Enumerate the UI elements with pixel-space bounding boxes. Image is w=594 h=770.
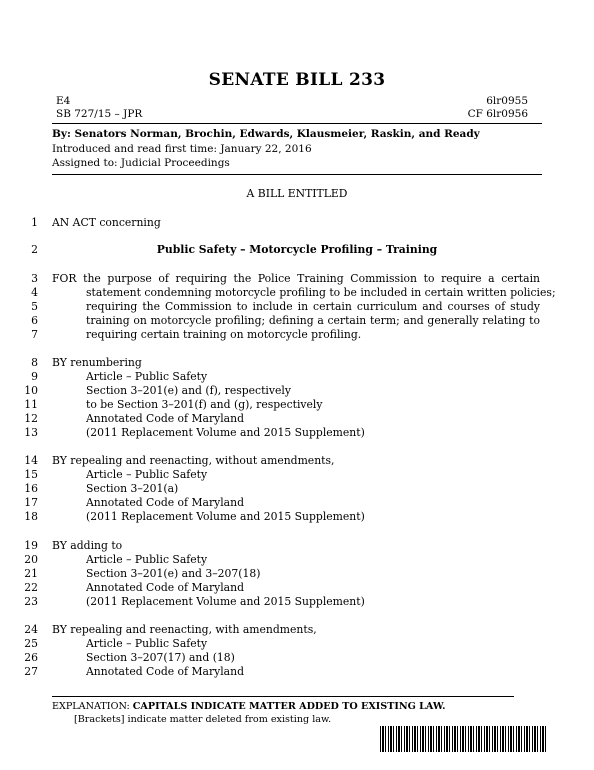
assigned-line: Assigned to: Judicial Proceedings [52, 157, 230, 169]
line-number: 21 [24, 567, 38, 580]
lr-number: 6lr0955 [486, 95, 528, 107]
line-number: 19 [24, 539, 38, 552]
committee-code: E4 [56, 95, 71, 107]
footer-rule [52, 696, 514, 697]
introduced-line: Introduced and read first time: January 22, 2016 [52, 143, 312, 155]
line-text: Annotated Code of Maryland [86, 581, 244, 594]
line-number: 9 [31, 370, 38, 383]
line-text: Annotated Code of Maryland [86, 665, 244, 678]
line-number: 20 [24, 553, 38, 566]
line-text: Annotated Code of Maryland [86, 412, 244, 425]
prior-bill-code: SB 727/15 – JPR [56, 108, 143, 120]
line-text: BY adding to [52, 539, 123, 552]
explanation-line [52, 701, 445, 712]
bill-title: SENATE BILL 233 [208, 70, 386, 90]
line-number: 1 [31, 216, 38, 229]
line-text: Article – Public Safety [86, 637, 208, 650]
line-text: training on motorcycle profiling; defining a certain term; and generally relating to [86, 314, 540, 327]
line-number: 5 [31, 300, 38, 313]
line-number: 14 [24, 454, 38, 467]
line-number: 6 [31, 314, 38, 327]
header-rule-bottom [52, 174, 542, 175]
line-number: 17 [24, 496, 38, 509]
line-text: Article – Public Safety [86, 468, 208, 481]
explanation-brackets: [Brackets] indicate matter deleted from existing law. [74, 714, 332, 725]
barcode [380, 726, 548, 752]
line-text: BY repealing and reenacting, without amendments, [52, 454, 335, 467]
line-text: Section 3–201(a) [86, 482, 179, 495]
line-number: 13 [24, 426, 38, 439]
line-number: 18 [24, 510, 38, 523]
cross-file-number: CF 6lr0956 [467, 108, 528, 120]
explanation-capitals: CAPITALS INDICATE MATTER ADDED TO EXISTING LAW. [132, 701, 446, 712]
line-text: FOR the purpose of requiring the Police Training Commission to require a certain [52, 272, 540, 285]
line-number: 15 [24, 468, 38, 481]
line-number: 25 [24, 637, 38, 650]
line-text: AN ACT concerning [52, 216, 161, 229]
line-text: to be Section 3–201(f) and (g), respectively [86, 398, 323, 411]
line-text: Article – Public Safety [86, 370, 208, 383]
line-text: (2011 Replacement Volume and 2015 Supplement) [86, 426, 365, 439]
line-number: 2 [31, 243, 38, 256]
line-text: statement condemning motorcycle profiling to be included in certain written policies; [86, 286, 556, 299]
line-text: requiring the Commission to include in certain curriculum and courses of study [86, 300, 540, 313]
line-text: BY repealing and reenacting, with amendments, [52, 623, 317, 636]
line-text: Annotated Code of Maryland [86, 496, 244, 509]
line-number: 4 [31, 286, 38, 299]
line-number: 23 [24, 595, 38, 608]
line-text: Article – Public Safety [86, 553, 208, 566]
line-text: (2011 Replacement Volume and 2015 Supplement) [86, 510, 365, 523]
line-text: Section 3–201(e) and (f), respectively [86, 384, 291, 397]
sponsors-line: By: Senators Norman, Brochin, Edwards, Klausmeier, Raskin, and Ready [52, 128, 480, 140]
header-rule-top [52, 123, 542, 124]
line-text: (2011 Replacement Volume and 2015 Supplement) [86, 595, 365, 608]
line-number: 26 [24, 651, 38, 664]
line-number: 22 [24, 581, 38, 594]
line-text: Section 3–207(17) and (18) [86, 651, 235, 664]
line-number: 11 [24, 398, 38, 411]
line-number: 27 [24, 665, 38, 678]
line-text: BY renumbering [52, 356, 142, 369]
line-number: 12 [24, 412, 38, 425]
line-text: Section 3–201(e) and 3–207(18) [86, 567, 261, 580]
explanation-label: EXPLANATION: [52, 701, 133, 712]
line-number: 3 [31, 272, 38, 285]
bill-subject-title: Public Safety – Motorcycle Profiling – Training [156, 243, 438, 256]
line-text: requiring certain training on motorcycle profiling. [86, 328, 362, 341]
line-number: 24 [24, 623, 38, 636]
line-number: 8 [31, 356, 38, 369]
line-number: 7 [31, 328, 38, 341]
line-number: 16 [24, 482, 38, 495]
bill-entitled-heading: A BILL ENTITLED [246, 187, 348, 200]
line-number: 10 [24, 384, 38, 397]
